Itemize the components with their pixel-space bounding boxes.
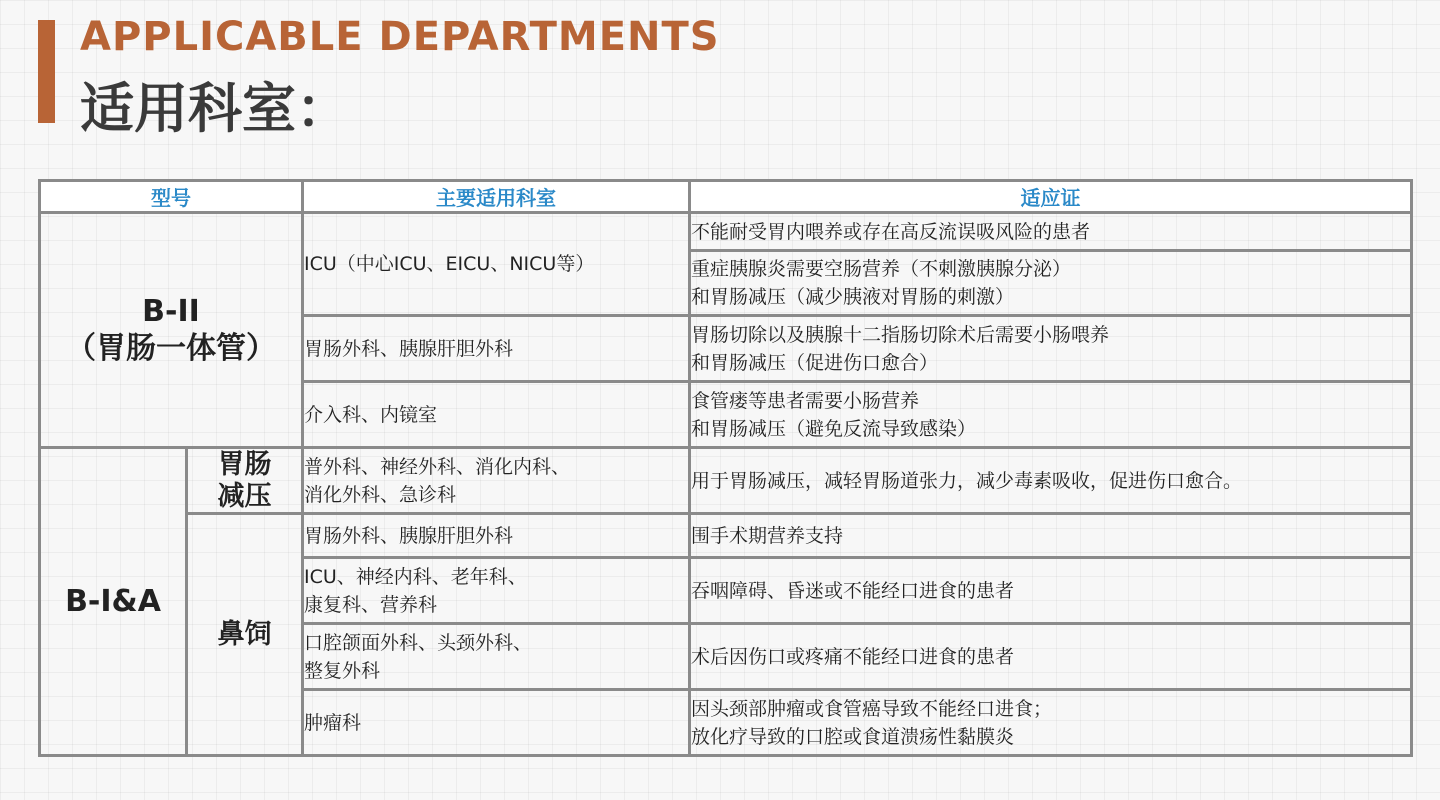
dept-cell: 肿瘤科 [303,690,690,756]
indication-cell: 吞咽障碍、昏迷或不能经口进食的患者 [690,558,1412,624]
indication-cell: 围手术期营养支持 [690,514,1412,558]
dept-line: 消化外科、急诊科 [304,483,457,506]
accent-bar [38,20,55,123]
dept-cell [303,448,690,514]
indication-line: 放化疗导致的口腔或食道溃疡性黏膜炎 [691,725,1015,748]
dept-cell: ICU（中心ICU、EICU、NICU等） [303,213,690,316]
sub-type-decompression [187,448,303,514]
sub-type-line: 减压 [217,480,272,512]
indication-cell: 不能耐受胃内喂养或存在高反流误吸风险的患者 [690,213,1412,251]
indication-cell [690,690,1412,756]
indication-line: 和胃肠减压（避免反流导致感染） [691,417,977,440]
dept-cell: 胃肠外科、胰腺肝胆外科 [303,316,690,382]
indication-cell: 术后因伤口或疼痛不能经口进食的患者 [690,624,1412,690]
indication-cell [690,382,1412,448]
dept-line: 口腔颌面外科、头颈外科、 [304,631,533,654]
header-departments: 主要适用科室 [303,181,690,213]
table-row [40,448,1412,514]
dept-line: 普外科、神经外科、消化内科、 [304,455,571,478]
indication-line: 胃肠切除以及胰腺十二指肠切除术后需要小肠喂养 [691,323,1110,346]
dept-line: 康复科、营养科 [304,593,438,616]
header-indications: 适应证 [690,181,1412,213]
dept-cell [303,624,690,690]
table-row [40,514,1412,558]
indication-line: 和胃肠减压（减少胰液对胃肠的刺激） [691,286,1015,308]
title-english: APPLICABLE DEPARTMENTS [80,14,720,60]
dept-cell [303,558,690,624]
model-b2-desc: （胃肠一体管） [66,331,276,366]
dept-cell: 介入科、内镜室 [303,382,690,448]
indication-cell [690,316,1412,382]
indication-line: 和胃肠减压（促进伤口愈合） [691,351,939,374]
model-b2-name: B-II [142,293,200,329]
model-b1a: B-I&A [40,448,187,756]
indication-cell [690,251,1412,316]
table-row [40,213,1412,251]
model-b2 [40,213,303,448]
indication-cell: 用于胃肠减压，减轻胃肠道张力，减少毒素吸收，促进伤口愈合。 [690,448,1412,514]
indication-line: 重症胰腺炎需要空肠营养（不刺激胰腺分泌） [691,258,1072,280]
dept-line: 整复外科 [304,659,381,682]
indication-line: 食管瘘等患者需要小肠营养 [691,389,920,412]
sub-type-line: 胃肠 [217,449,272,481]
indication-line: 因头颈部肿瘤或食管癌导致不能经口进食； [691,697,1053,720]
title-chinese: 适用科室： [80,77,350,140]
header-model: 型号 [40,181,303,213]
departments-table [38,179,1413,757]
dept-line: ICU、神经内科、老年科、 [304,565,527,588]
sub-type-nasal-feeding: 鼻饲 [187,514,303,756]
header-row [40,181,1412,213]
dept-cell: 胃肠外科、胰腺肝胆外科 [303,514,690,558]
